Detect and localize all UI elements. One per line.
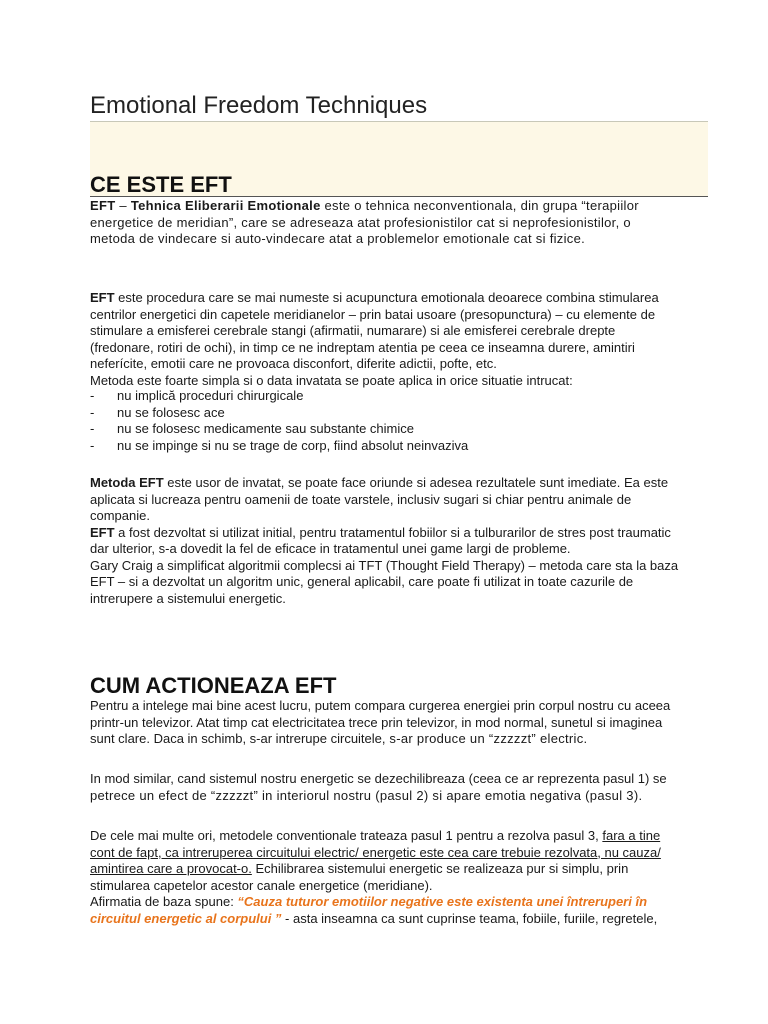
highlighted-quote: “Cauza tuturor emotiilor negative este existenta unei întreruperi în circuitul energetic al corpului ” (90, 894, 648, 926)
bold-text: Metoda EFT (90, 475, 164, 490)
bullet-dash: - (90, 388, 95, 403)
document-title: Emotional Freedom Techniques (90, 92, 428, 119)
text-run: In mod similar, cand sistemul nostru energetic se dezechilibreaza (ceea ce ar reprezenta pasul 1) se (90, 771, 667, 786)
bold-text: Tehnica Eliberarii Emotionale (130, 198, 321, 213)
paragraph-intro (90, 198, 680, 248)
text-run: este usor de invatat, se poate face oriunde si adesea rezultatele sunt imediate. Ea este aplicata si lucreaza pentru oamenii de toate varstele, inclusiv sugari si chiar pentru animale de companie. (90, 475, 669, 523)
text-run: s-ar produce un “zzzzzt” electric. (385, 731, 588, 746)
section-heading-ce-este-eft: CE ESTE EFT (90, 172, 232, 197)
title-rule (90, 121, 708, 122)
bullet-dash: - (90, 421, 95, 436)
paragraph-similar (90, 771, 680, 804)
bold-text: EFT (90, 524, 115, 540)
list-item (90, 438, 680, 455)
paragraph-method (90, 475, 680, 607)
text-run: - asta inseamna ca sunt cuprinse teama, fobiile, furiile, regretele, (281, 910, 658, 926)
bullet-dash: - (90, 404, 95, 420)
text-run: Afirmatia de baza spune: (90, 894, 238, 909)
text-run: Pentru a intelege mai bine acest lucru, putem compara curgerea energiei prin corpul nostru cu aceea printr-un televizor. Atat timp cat electricitatea trece prin televizor, in mod normal, sunetul si imaginea sunt clare. Daca in schimb, s-ar intrerupe circuitele, (90, 698, 671, 746)
bullet-list (90, 388, 680, 454)
underlined-text: fara a tine cont de fapt, ca intreruperea circuitului electric/ energetic este cea care trebuie rezolvata, nu cauza/ amintirea care a provocat-o. (90, 828, 661, 876)
list-item-text: nu se folosesc ace (117, 404, 225, 420)
paragraph-tv-analogy (90, 698, 680, 748)
text-run: este procedura care se mai numeste si acupunctura emotionala deoarece combina stimularea centrilor energetici din capetele meridianelor – prin batai usoare (presopunctura) – cu elemente de stimulare a emisferei cerebrale stangi (afirmatii, numarare) si ale emisferei cerebrale drepte (fredonare, rotiri de ochi), in timp ce ne indreptam atentia pe ceea ce inseamna durere, amintiri neferícite, emotii care ne provoaca disconfort, diferite adictii, pofte, etc. (90, 290, 659, 371)
text-run: a fost dezvoltat si utilizat initial, pentru tratamentul fobiilor si a tulburarilor de stres post traumatic dar ulterior, s-a dovedit la fel de eficace in tratamentul unei game largi de probleme. (90, 524, 671, 556)
list-item (90, 388, 680, 405)
bold-text: EFT (90, 198, 116, 213)
text-run: Gary Craig a simplificat algoritmii complecsi ai TFT (Thought Field Therapy) – metoda care sta la baza EFT – si a dezvoltat un algoritm unic, general aplicabil, care poate fi utilizat in toate cazurile de intrerupere a sistemului energetic. (90, 557, 679, 606)
section-heading-cum-actioneaza: CUM ACTIONEAZA EFT (90, 673, 337, 698)
text-run: este o tehnica neconventionala, din grupa “terapiilor energetice de meridian”, care se adreseaza atat profesionistilor cat si neprofesionistilor, o metoda de vindecare si auto-vindecare atat a problemelor emotionale cat si fizice. (90, 198, 639, 246)
text-run: Metoda este foarte simpla si o data invatata se poate aplica in orice situatie intrucat: (90, 372, 573, 388)
list-item-text: nu se impinge si nu se trage de corp, fiind absolut neinvaziva (117, 437, 469, 453)
text-run: petrece un efect de “zzzzzt” in interiorul nostru (pasul 2) si apare emotia negativa (pasul 3). (90, 787, 643, 803)
text-run: De cele mai multe ori, metodele conventionale trateaza pasul 1 pentru a rezolva pasul 3, (90, 828, 603, 843)
paragraph-procedure (90, 290, 680, 389)
paragraph-conventional (90, 828, 680, 927)
bold-text: EFT (90, 290, 115, 305)
list-item (90, 405, 680, 422)
list-item-text: nu se folosesc medicamente sau substante chimice (117, 421, 414, 436)
bullet-dash: - (90, 437, 95, 453)
text-run: Echilibrarea sistemului energetic se realizeaza pur si simplu, prin stimularea capetelor acestor canale energetice (meridiane). (90, 861, 629, 893)
list-item (90, 421, 680, 438)
list-item-text: nu implică proceduri chirurgicale (117, 388, 304, 403)
text-run: – (115, 198, 131, 213)
section-rule (90, 196, 708, 197)
